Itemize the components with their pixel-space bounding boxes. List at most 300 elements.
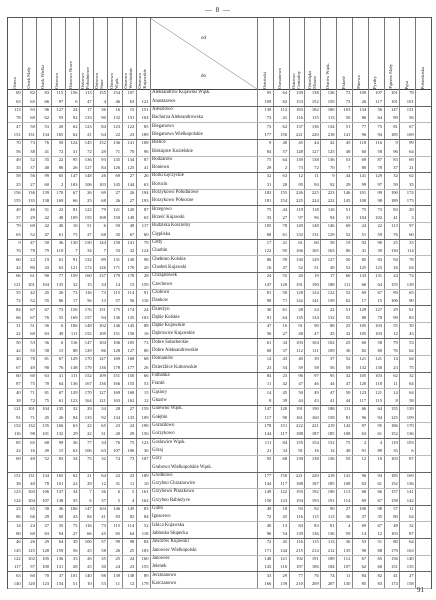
right-distance-cell: 48 — [393, 522, 398, 528]
left-distance-cell: 69 — [16, 456, 21, 462]
left-distance-cell: 93 — [58, 115, 64, 121]
right-distance-cell: 62 — [345, 298, 351, 304]
right-distance-cell: 103 — [375, 373, 383, 379]
right-distance-cell: 83 — [393, 156, 398, 162]
left-distance-cell: 17 — [87, 106, 92, 112]
left-distance-cell: 11 — [129, 481, 135, 487]
left-distance-cell: 105 — [42, 556, 50, 562]
left-distance-cell: 128 — [113, 348, 121, 354]
left-distance-cell: 26 — [143, 364, 149, 370]
right-distance-cell: 51 — [345, 206, 351, 212]
left-distance-cell: 34 — [72, 456, 78, 462]
right-distance-cell: 121 — [359, 356, 367, 362]
right-distance-cell: 61 — [282, 231, 288, 237]
left-distance-cell: 137 — [98, 273, 106, 279]
right-distance-cell: 116 — [375, 140, 383, 146]
left-distance-cell: 41 — [58, 373, 64, 379]
left-distance-cell: 139 — [42, 190, 50, 196]
right-distance-cell: 52 — [298, 264, 303, 270]
right-distance-cell: 2 — [284, 165, 288, 171]
left-distance-cell: 122 — [84, 206, 92, 212]
left-distance-cell: 136 — [56, 556, 64, 562]
right-distance-cell: 58 — [329, 239, 335, 245]
left-distance-cell: 31 — [72, 148, 78, 154]
left-distance-cell: 138 — [70, 364, 78, 370]
right-distance-cell: 148 — [264, 556, 272, 562]
right-distance-cell: 87 — [377, 156, 383, 162]
left-distance-cell: 70 — [44, 572, 50, 578]
left-distance-cell: 166 — [56, 422, 64, 428]
left-distance-cell: 150 — [84, 239, 92, 245]
left-distance-cell: 122 — [127, 123, 135, 129]
left-distance-cell: 111 — [70, 331, 78, 337]
right-distance-cell: 62 — [361, 564, 367, 570]
right-distance-cell: 88 — [377, 547, 383, 553]
right-distance-cell: 134 — [359, 106, 367, 112]
left-distance-cell: 50 — [115, 223, 121, 229]
right-distance-cell: 32 — [345, 373, 351, 379]
left-distance-cell: 84 — [143, 539, 149, 545]
left-distance-cell: 162 — [141, 497, 149, 503]
left-distance-cell: 65 — [101, 422, 106, 428]
page-number-top: — 8 — — [205, 6, 231, 14]
left-distance-cell: 10 — [72, 223, 78, 229]
right-distance-cell: 30 — [266, 306, 272, 312]
right-distance-cell: 109 — [264, 98, 272, 104]
left-distance-cell: 50 — [16, 339, 21, 345]
right-distance-cell: 25 — [345, 339, 351, 345]
right-distance-cell: 103 — [343, 106, 351, 112]
right-distance-cell: 78 — [409, 256, 414, 262]
place-name: Gniewno Wąsk. — [152, 406, 183, 412]
right-distance-cell: 55 — [345, 314, 351, 320]
right-distance-cell: 221 — [311, 422, 319, 428]
left-distance-cell: 88 — [143, 323, 149, 329]
right-distance-cell: 69 — [361, 156, 367, 162]
left-distance-cell: 49 — [16, 156, 21, 162]
left-distance-cell: 124 — [13, 497, 21, 503]
left-distance-cell: 35 — [72, 497, 78, 503]
right-distance-cell: 116 — [280, 564, 288, 570]
left-distance-cell: 32 — [72, 406, 78, 412]
right-distance-cell: 104 — [311, 339, 319, 345]
right-distance-cell: 40 — [298, 356, 303, 362]
left-distance-cell: 50 — [30, 123, 35, 129]
right-distance-cell: 92 — [314, 506, 319, 512]
right-distance-cell: 183 — [296, 106, 303, 112]
right-distance-cell: 117 — [280, 431, 288, 437]
right-distance-cell: 75 — [361, 206, 367, 212]
left-distance-cell: 139 — [113, 572, 121, 578]
right-distance-cell: 146 — [327, 223, 335, 229]
left-distance-cell: 148 — [84, 173, 92, 179]
right-distance-cell: 99 — [377, 190, 383, 196]
left-distance-cell: 160 — [141, 556, 149, 562]
place-name: Aleksandrów Kujawski Wąsk. — [152, 90, 211, 96]
left-distance-cell: 62 — [72, 472, 78, 478]
left-distance-cell: 121 — [113, 206, 121, 212]
from-label: od — [201, 36, 206, 41]
left-distance-cell: 78 — [44, 481, 50, 487]
left-distance-cell: 137 — [56, 489, 64, 495]
left-distance-cell: 189 — [141, 472, 149, 478]
right-distance-cell: 36 — [345, 514, 351, 520]
right-distance-cell: 83 — [314, 522, 319, 528]
left-distance-cell: 24 — [143, 306, 149, 312]
left-distance-cell: 5 — [117, 497, 121, 503]
left-distance-cell: 42 — [30, 289, 35, 295]
right-distance-cell: 136 — [311, 123, 319, 129]
left-distance-cell: 129 — [70, 356, 78, 362]
left-distance-cell: 104 — [98, 339, 106, 345]
right-distance-cell: 50 — [345, 115, 351, 121]
right-distance-cell: 73 — [345, 90, 351, 96]
left-distance-cell: 123 — [141, 439, 149, 445]
left-distance-cell: 132 — [56, 431, 64, 437]
left-distance-cell: 101 — [42, 431, 50, 437]
right-distance-cell: 49 — [266, 506, 272, 512]
right-distance-cell: 65 — [377, 556, 383, 562]
left-distance-cell: 22 — [115, 131, 121, 137]
left-distance-cell: 29 — [129, 431, 135, 437]
left-distance-cell: 61 — [58, 231, 64, 237]
left-distance-cell: 86 — [58, 298, 64, 304]
left-distance-cell: 27 — [30, 181, 35, 187]
right-distance-cell: 21 — [266, 447, 272, 453]
left-distance-cell: 121 — [13, 406, 21, 412]
left-distance-cell: 141 — [127, 239, 135, 245]
place-name: Biskupice Kozielskie — [152, 148, 193, 154]
right-distance-cell: 114 — [406, 248, 414, 254]
right-distance-cell: 62 — [409, 173, 414, 179]
left-distance-cell: 69 — [16, 90, 21, 96]
place-name: Czołowo — [152, 289, 170, 295]
right-distance-cell: 187 — [296, 564, 303, 570]
right-distance-cell: 21 — [409, 165, 414, 171]
left-distance-cell: 31 — [101, 431, 106, 437]
left-distance-cell: 26 — [87, 190, 92, 196]
right-distance-cell: 146 — [343, 190, 351, 196]
right-distance-cell: 88 — [329, 323, 335, 329]
left-distance-cell: 84 — [87, 514, 92, 520]
right-distance-cell: 150 — [264, 497, 272, 503]
left-distance-cell: 15 — [129, 106, 135, 112]
place-name: Dankow — [152, 298, 169, 304]
left-column-header-label: Osiecz — [11, 76, 17, 89]
left-distance-cell: 74 — [115, 456, 121, 462]
left-distance-cell: 127 — [98, 389, 106, 395]
right-distance-cell: 69 — [361, 497, 367, 503]
left-distance-cell: 69 — [101, 190, 106, 196]
right-distance-cell: 169 — [406, 131, 414, 137]
left-distance-cell: 24 — [30, 522, 35, 528]
right-distance-cell: 90 — [314, 323, 319, 329]
right-distance-cell: 60 — [361, 148, 367, 154]
left-distance-cell: 85 — [16, 439, 21, 445]
right-distance-cell: 57 — [393, 506, 398, 512]
left-distance-cell: 84 — [101, 123, 106, 129]
left-distance-cell: 15 — [87, 281, 92, 287]
place-name: Gąsiory — [152, 389, 168, 395]
right-distance-cell: 59 — [345, 456, 351, 462]
right-distance-cell: 4 — [379, 439, 383, 445]
right-distance-cell: 17 — [361, 298, 367, 304]
right-distance-cell: 190 — [390, 190, 398, 196]
right-distance-cell: 144 — [264, 431, 272, 437]
right-distance-cell: 117 — [280, 481, 288, 487]
right-distance-cell: 16 — [314, 447, 319, 453]
place-name: Jerzmanowo — [152, 572, 177, 578]
left-distance-cell: 53 — [101, 580, 106, 586]
left-distance-cell: 4 — [103, 98, 106, 104]
right-distance-cell: 42 — [329, 140, 335, 146]
right-distance-cell: 97 — [361, 422, 367, 428]
right-distance-cell: 220 — [311, 131, 319, 137]
left-distance-cell: 89 — [143, 572, 149, 578]
left-distance-cell: 47 — [44, 231, 50, 237]
left-distance-cell: 152 — [98, 140, 106, 146]
right-distance-cell: 119 — [296, 206, 303, 212]
right-distance-cell: 125 — [359, 264, 367, 270]
right-distance-cell: 224 — [311, 198, 319, 204]
place-name: Chodeń Kujawski — [152, 264, 187, 270]
right-distance-cell: 35 — [377, 514, 383, 520]
place-name: Janowiec — [152, 556, 170, 562]
right-distance-cell: 67 — [361, 556, 367, 562]
right-distance-cell: 59 — [298, 364, 303, 370]
left-distance-cell: 27 — [129, 173, 135, 179]
place-name: Dzierżbice Kutnowskie — [152, 364, 198, 370]
left-distance-cell: 169 — [113, 356, 121, 362]
left-distance-cell: 106 — [84, 447, 92, 453]
right-column-header-label: Pobiedziska — [419, 66, 425, 89]
right-distance-cell: 139 — [406, 281, 414, 287]
left-distance-cell: 63 — [72, 447, 78, 453]
left-distance-cell: 50 — [58, 140, 64, 146]
left-distance-cell: 134 — [42, 472, 50, 478]
right-distance-cell: 150 — [280, 472, 288, 478]
right-distance-cell: 50 — [345, 256, 351, 262]
left-distance-cell: 71 — [30, 389, 35, 395]
left-distance-cell: 129 — [84, 348, 92, 354]
right-distance-cell: 136 — [327, 90, 335, 96]
left-distance-cell: 26 — [115, 198, 121, 204]
right-distance-cell: 75 — [409, 364, 414, 370]
right-distance-cell: 50 — [345, 389, 351, 395]
right-distance-cell: 64 — [282, 156, 288, 162]
right-distance-cell: 68 — [266, 348, 272, 354]
left-distance-cell: 83 — [115, 514, 121, 520]
left-distance-cell: 183 — [141, 547, 149, 553]
left-distance-cell: 58 — [101, 547, 106, 553]
place-name: Jaworów Kujawski — [152, 539, 189, 545]
right-distance-cell: 116 — [296, 514, 303, 520]
right-distance-cell: 82 — [282, 98, 288, 104]
right-distance-cell: 42 — [282, 381, 288, 387]
right-distance-cell: 37 — [393, 165, 398, 171]
table-row — [8, 372, 431, 390]
left-distance-cell: 26 — [101, 173, 106, 179]
left-distance-cell: 80 — [143, 348, 149, 354]
right-distance-cell: 99 — [393, 314, 398, 320]
left-distance-cell: 91 — [16, 414, 21, 420]
left-distance-cell: 63 — [72, 422, 78, 428]
place-name: Falbanka — [152, 373, 170, 379]
right-distance-cell: 102 — [327, 339, 335, 345]
right-distance-cell: 221 — [296, 472, 303, 478]
left-distance-cell: 148 — [84, 323, 92, 329]
left-distance-cell: 60 — [30, 531, 35, 537]
right-distance-cell: 166 — [296, 248, 303, 254]
left-distance-cell: 34 — [87, 248, 92, 254]
left-column-header — [136, 18, 151, 89]
left-distance-cell: 14 — [115, 281, 121, 287]
right-distance-cell: 97 — [377, 181, 383, 187]
place-name: Głazów — [152, 398, 167, 403]
place-name: Gorzykowo — [152, 431, 175, 437]
left-distance-cell: 26 — [72, 165, 78, 171]
right-distance-cell: 169 — [406, 472, 414, 478]
left-distance-cell: 90 — [44, 273, 50, 279]
right-distance-cell: 80 — [393, 514, 398, 520]
right-distance-cell: 189 — [327, 556, 335, 562]
left-distance-cell: 27 — [115, 190, 121, 196]
left-distance-cell: 110 — [141, 298, 149, 304]
left-distance-cell: 40 — [16, 356, 21, 362]
right-distance-cell: 100 — [359, 198, 367, 204]
right-distance-cell: 103 — [390, 531, 398, 537]
left-distance-cell: 83 — [58, 456, 64, 462]
left-distance-cell: 60 — [30, 331, 35, 337]
right-distance-cell: 190 — [311, 281, 319, 287]
left-distance-cell: 161 — [141, 489, 149, 495]
table-row — [8, 422, 431, 440]
left-distance-cell: 40 — [16, 389, 21, 395]
left-distance-cell: 100 — [84, 539, 92, 545]
left-distance-cell: 131 — [27, 472, 35, 478]
right-distance-cell: 23 — [266, 364, 272, 370]
left-distance-cell: 46 — [30, 206, 35, 212]
left-distance-cell: 22 — [58, 206, 64, 212]
right-distance-cell: 129 — [311, 256, 319, 262]
right-distance-cell: 113 — [327, 539, 335, 545]
right-distance-cell: 84 — [298, 522, 303, 528]
table-row — [8, 222, 431, 240]
left-distance-cell: 73 — [129, 456, 135, 462]
right-distance-cell: 140 — [406, 556, 414, 562]
right-distance-cell: 76 — [393, 348, 398, 354]
left-distance-cell: 41 — [44, 148, 50, 154]
right-distance-cell: 51 — [377, 539, 383, 545]
left-distance-cell: 67 — [30, 306, 35, 312]
left-distance-cell: 116 — [84, 522, 92, 528]
left-distance-cell: 37 — [58, 572, 64, 578]
right-distance-cell: 69 — [345, 223, 351, 229]
right-distance-cell: 95 — [329, 373, 335, 379]
left-distance-cell: 71 — [30, 414, 35, 420]
right-distance-cell: 51 — [345, 123, 351, 129]
place-name: Dąbie Kolskie — [152, 314, 180, 320]
right-distance-cell: 103 — [375, 323, 383, 329]
left-distance-cell: 66 — [143, 373, 149, 379]
left-distance-cell: 103 — [27, 489, 35, 495]
left-distance-cell: 115 — [56, 90, 64, 96]
right-distance-cell: 95 — [298, 181, 303, 187]
left-distance-cell: 64 — [129, 531, 135, 537]
left-distance-cell: 25 — [129, 547, 135, 553]
left-distance-cell: 136 — [98, 381, 106, 387]
right-distance-cell: 10 — [377, 456, 383, 462]
left-distance-cell: 193 — [141, 198, 149, 204]
right-distance-cell: 29 — [345, 181, 351, 187]
left-column-header-label: Ostrowo Wschodnie — [122, 68, 133, 89]
left-distance-cell: 109 — [98, 331, 106, 337]
left-distance-cell: 127 — [98, 356, 106, 362]
left-column-header-label: Ostrowo Nowe — [68, 61, 74, 89]
left-distance-cell: 141 — [127, 140, 135, 146]
right-distance-cell: 102 — [375, 215, 383, 221]
right-distance-cell: 44 — [345, 398, 351, 403]
right-distance-cell: 34 — [282, 447, 288, 453]
right-distance-cell: 68 — [266, 231, 272, 237]
right-distance-cell: 66 — [361, 406, 367, 412]
right-distance-cell: 40 — [282, 140, 288, 146]
left-distance-cell: 24 — [72, 106, 78, 112]
right-distance-cell: 43 — [409, 331, 414, 337]
right-distance-cell: 48 — [298, 331, 303, 337]
left-distance-cell: 73 — [143, 339, 149, 345]
place-name: Borki Łęczyckie — [152, 173, 184, 179]
right-distance-cell: 215 — [296, 547, 303, 553]
left-distance-cell: 55 — [44, 156, 50, 162]
left-distance-cell: 84 — [143, 514, 149, 520]
left-distance-cell: 21 — [87, 472, 92, 478]
left-distance-cell: 121 — [70, 264, 78, 270]
left-distance-cell: 165 — [56, 131, 64, 137]
right-distance-cell: 29 — [409, 206, 414, 212]
left-distance-cell: 155 — [127, 381, 135, 387]
left-distance-cell: 159 — [56, 547, 64, 553]
left-distance-cell: 30 — [101, 564, 106, 570]
left-distance-cell: 106 — [70, 323, 78, 329]
left-distance-cell: 49 — [58, 331, 64, 337]
place-name: Dobre Aleksandrowskie — [152, 348, 199, 354]
right-distance-cell: 135 — [296, 314, 303, 320]
right-distance-cell: 96 — [298, 373, 303, 379]
place-name: Chełmno Kolskie — [152, 256, 186, 262]
right-distance-cell: 97 — [409, 223, 414, 229]
right-distance-cell: 191 — [296, 406, 303, 412]
left-distance-cell: 98 — [143, 256, 149, 262]
left-distance-cell: 61 — [58, 256, 64, 262]
right-distance-cell: 24 — [266, 273, 272, 279]
left-distance-cell: 150 — [127, 373, 135, 379]
right-distance-cell: 97 — [298, 215, 303, 221]
left-distance-cell: 131 — [56, 564, 64, 570]
left-distance-cell: 66 — [30, 514, 35, 520]
left-distance-cell: 47 — [87, 98, 92, 104]
right-distance-cell: 84 — [282, 439, 288, 445]
left-distance-cell: 101 — [27, 406, 35, 412]
right-distance-cell: 43 — [314, 398, 319, 403]
right-distance-cell: 59 — [377, 231, 383, 237]
left-distance-cell: 32 — [101, 456, 106, 462]
right-distance-cell: 44 — [345, 173, 351, 179]
left-distance-cell: 50 — [44, 239, 50, 245]
left-distance-cell: 89 — [101, 256, 106, 262]
right-distance-cell: 139 — [296, 156, 303, 162]
right-distance-cell: 36 — [345, 539, 351, 545]
